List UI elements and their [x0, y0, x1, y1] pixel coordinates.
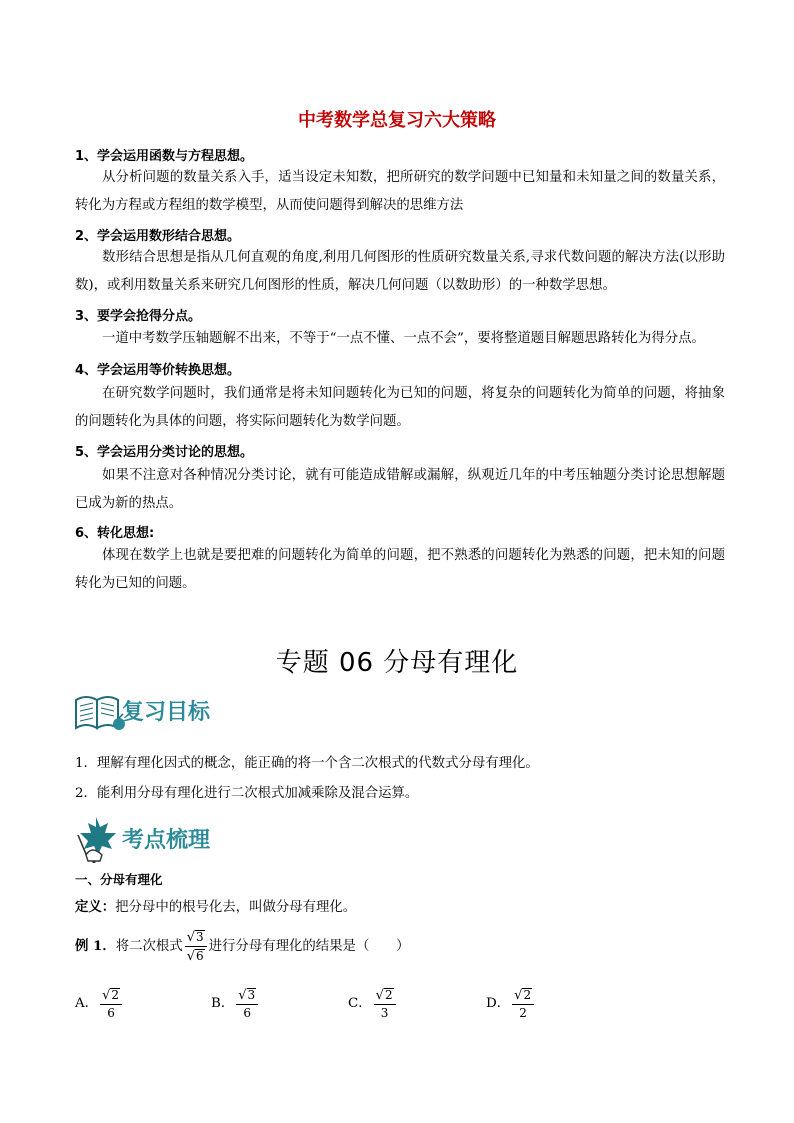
option-letter: D．: [486, 996, 511, 1012]
review-goal-item: 2．能利用分母有理化进行二次根式加减乘除及混合运算。: [75, 786, 419, 801]
option-a[interactable]: [75, 988, 124, 1019]
strategy-heading: 5、学会运用分类讨论的思想。: [75, 445, 254, 460]
option-numerator: 2: [523, 988, 532, 1002]
option-denominator: 6: [107, 1006, 115, 1021]
example-question: [75, 930, 410, 963]
fraction-numerator: 3: [196, 930, 204, 944]
strategy-text: 数形结合思想是指从几何直观的角度,利用几何图形的性质研究数量关系,寻求代数问题的解决方法(以形助数)，或利用数量关系来研究几何图形的性质，解决几何问题（以数助形）的一种数学思想。: [75, 250, 725, 293]
definition-label: 定义：: [75, 899, 116, 915]
option-c[interactable]: [348, 988, 398, 1019]
strategy-heading: 1、学会运用函数与方程思想。: [75, 149, 254, 164]
review-goal-item: 1．理解有理化因式的概念，能正确的将一个含二次根式的代数式分母有理化。: [75, 756, 539, 771]
sqrt-symbol: √: [186, 949, 196, 965]
option-numerator: 3: [247, 988, 256, 1002]
example-text-before: 将二次根式: [115, 939, 183, 955]
strategy-text: 在研究数学问题时，我们通常是将未知问题转化为已知的问题，将复杂的问题转化为简单的问题，将抽象的问题转化为具体的问题，将实际问题转化为数学问题。: [75, 386, 725, 429]
option-numerator: 2: [111, 988, 119, 1002]
example-label: 例 1．: [75, 938, 116, 955]
strategy-heading: 6、转化思想:: [75, 526, 155, 541]
strategy-text: 如果不注意对各种情况分类讨论，就有可能造成错解或漏解，纵观近几年的中考压轴题分类讨论思想解题已成为新的热点。: [75, 468, 725, 511]
strategy-heading: 4、学会运用等价转换思想。: [75, 363, 241, 378]
maple-leaf-bell-icon: [72, 815, 126, 863]
fraction-denominator: 6: [196, 949, 204, 964]
option-denominator: 3: [380, 1006, 389, 1021]
option-letter: B．: [211, 996, 235, 1012]
key-points-heading: 考点梳理: [122, 827, 211, 853]
sqrt-symbol: √: [186, 930, 196, 946]
strategy-text: 体现在数学上也就是要把难的问题转化为简单的问题，把不熟悉的问题转化为熟悉的问题，把未知的问题转化为已知的问题。: [75, 548, 725, 591]
review-goals-heading: 复习目标: [122, 699, 211, 725]
option-denominator: 6: [243, 1006, 252, 1021]
sqrt-symbol: √: [102, 988, 111, 1004]
page-title: 中考数学总复习六大策略: [298, 110, 496, 131]
strategy-heading: 3、要学会抢得分点。: [75, 309, 202, 324]
example-fraction: [185, 930, 207, 963]
option-denominator: 2: [519, 1006, 527, 1021]
example-text-after: 进行分母有理化的结果是（ ）: [208, 939, 410, 955]
strategy-text: 从分析问题的数量关系入手，适当设定未知数，把所研究的数学问题中已知量和未知量之间的数量关系，转化为方程或方程组的数学模型，从而使问题得到解决的思维方法: [75, 170, 725, 213]
sqrt-symbol: √: [375, 988, 384, 1004]
sqrt-symbol: √: [514, 988, 523, 1004]
option-letter: C．: [348, 996, 372, 1012]
option-letter: A．: [75, 996, 99, 1012]
option-d[interactable]: [486, 988, 536, 1019]
open-book-icon: [72, 690, 126, 734]
subsection-heading: 一、分母有理化: [75, 872, 163, 887]
strategy-text: 一道中考数学压轴题解不出来，不等于“一点不懂、一点不会”，要将整道题目解题思路转化为得分点。: [102, 331, 705, 346]
option-numerator: 2: [384, 988, 393, 1002]
strategy-heading: 2、学会运用数形结合思想。: [75, 229, 241, 244]
topic-title: 专题 06 分母有理化: [275, 648, 519, 678]
definition: [75, 896, 356, 915]
definition-text: 把分母中的根号化去，叫做分母有理化。: [115, 900, 357, 915]
option-b[interactable]: [211, 988, 260, 1019]
sqrt-symbol: √: [238, 988, 247, 1004]
